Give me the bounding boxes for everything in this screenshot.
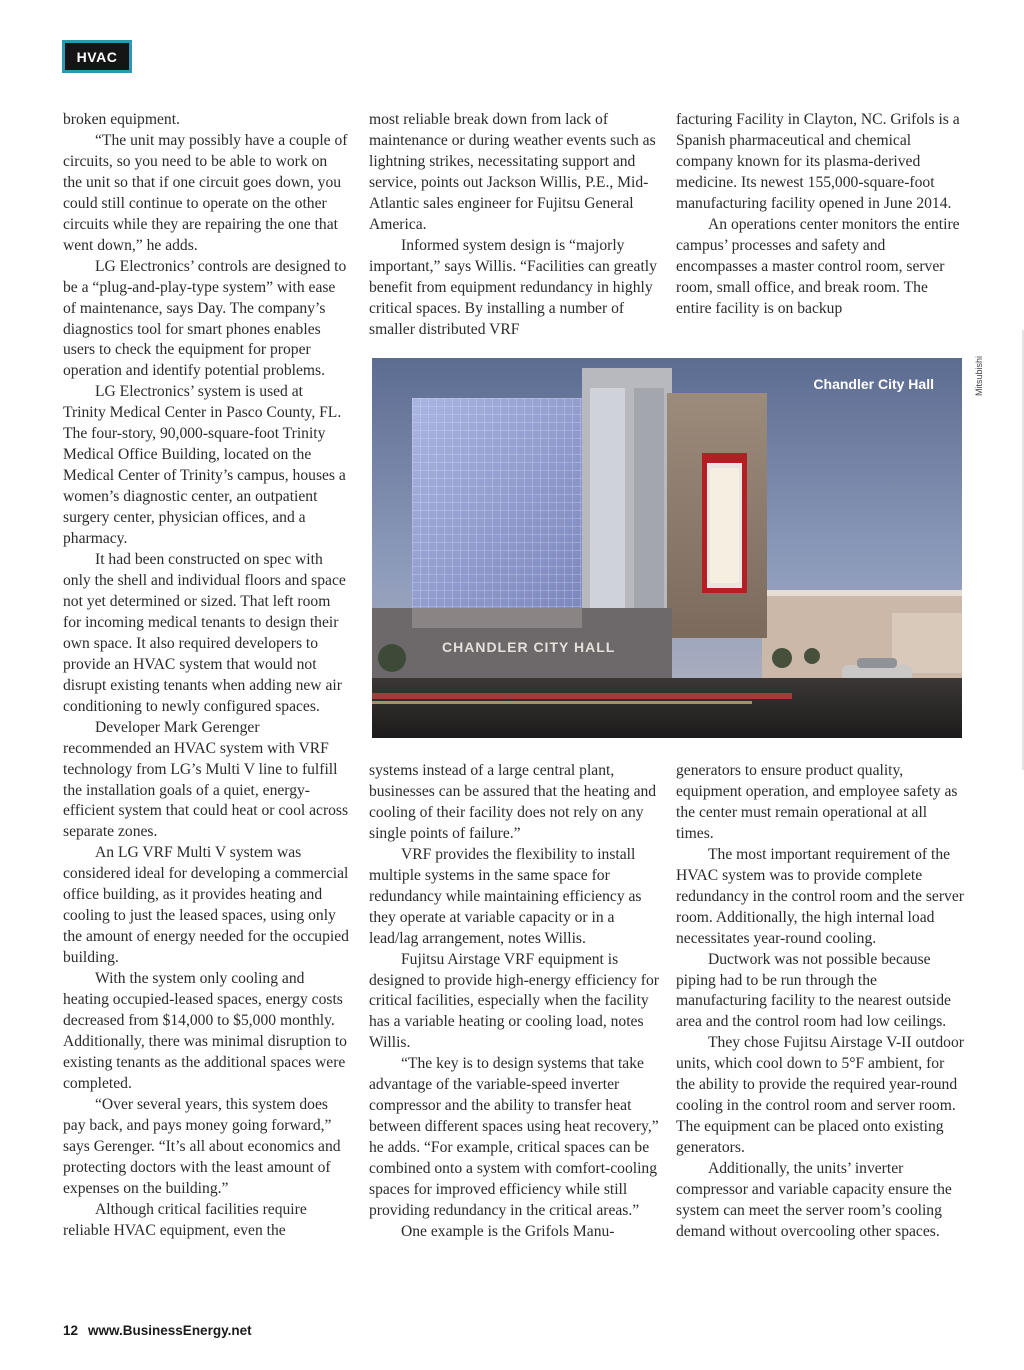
- article-column-2-bottom: [369, 761, 659, 1243]
- paragraph: generators to ensure product quality, equipment operation, and employee safety as the center must remain operational at all times.: [676, 762, 958, 842]
- paragraph: It had been constructed on spec with only the shell and individual floors and space not yet determined or sized. That left room for incoming medical tenants to design their own space. It also required developers to provide an HVAC system that would not disrupt existing tenants when adding new air conditioning to newly configured spaces.: [63, 551, 346, 715]
- paragraph: “The key is to design systems that take advantage of the variable-speed inverter compressor and the ability to transfer heat between different spaces using heat recovery,” he adds. “For example, critical spaces can be combined onto a system with comfort-cooling spaces for improved efficiency while still providing redundancy in the critical areas.”: [369, 1055, 659, 1220]
- paragraph: The most important requirement of the HVAC system was to provide complete redundancy in the control room and the server room. Additionally, the high internal load necessitates year-round cooling.: [676, 845, 964, 947]
- photo-credit: Mitsubishi: [974, 355, 984, 396]
- paragraph: With the system only cooling and heating occupied-leased spaces, energy costs decreased from $14,000 to $5,000 monthly. Additionally, there was minimal disruption to existing tenants as the additional spaces were completed.: [63, 970, 347, 1092]
- paragraph: VRF provides the flexibility to install multiple systems in the same space for redundancy while maintaining efficiency as they operate at variable capacity or in a lead/lag arrangement, notes Willis.: [369, 845, 642, 947]
- city-hall-sign: CHANDLER CITY HALL: [442, 639, 616, 655]
- paragraph: Developer Mark Gerenger recommended an HVAC system with VRF technology from LG’s Multi V line to fulfill the installation goals of a quiet, energy-efficient system that could heat or cool across separate zones.: [63, 718, 349, 841]
- page-number: 12: [63, 1323, 79, 1338]
- paragraph: LG Electronics’ controls are designed to be a “plug-and-play-type system” with ease of maintenance, says Day. The company’s diagnostics tool for smart phones enables users to check the equipment for proper operation and identify potential problems.: [63, 257, 347, 380]
- paragraph: LG Electronics’ system is used at Trinity Medical Center in Pasco County, FL. The four-story, 90,000-square-foot Trinity Medical Office Building, located on the Medical Center of Trinity’s campus, houses a women’s diagnostic center, an outpatient surgery center, physician offices, and a pharmacy.: [63, 383, 346, 548]
- paragraph: facturing Facility in Clayton, NC. Grifols is a Spanish pharmaceutical and chemical company known for its plasma-derived medicine. Its newest 155,000-square-foot manufacturing facility opened in June 2014.: [676, 111, 960, 212]
- paragraph: Although critical facilities require reliable HVAC equipment, even the: [63, 1200, 307, 1239]
- section-tag: HVAC: [62, 40, 132, 73]
- road: [372, 678, 962, 738]
- article-column-3-bottom: [676, 761, 966, 1243]
- paragraph: Ductwork was not possible because piping had to be run through the manufacturing facility to the nearest outside area and the control room had low ceilings.: [676, 950, 951, 1031]
- building-photo: [372, 358, 962, 738]
- website-link[interactable]: www.BusinessEnergy.net: [88, 1323, 252, 1338]
- page-footer: [63, 1323, 252, 1338]
- paragraph: broken equipment.: [63, 111, 180, 128]
- paragraph: “The unit may possibly have a couple of circuits, so you need to be able to work on the unit so that if one circuit goes down, you could still continue to operate on the other circuits while they are repairing the one that went down,” he adds.: [63, 131, 348, 254]
- photo-illustration: [372, 358, 962, 738]
- paragraph: systems instead of a large central plant, businesses can be assured that the heating and cooling of their facility does not rely on any single points of failure.”: [369, 762, 657, 842]
- paragraph: Fujitsu Airstage VRF equipment is designed to provide high-energy efficiency for critical facilities, especially when the facility has a variable heating or cooling load, notes Willis.: [369, 950, 659, 1052]
- article-column-3-top: [676, 110, 966, 320]
- article-column-1: [63, 110, 349, 1241]
- article-column-2-top: [369, 110, 659, 340]
- paragraph: An operations center monitors the entire campus’ processes and safety and encompasses a master control room, server room, small office, and break room. The entire facility is on backup: [676, 215, 960, 317]
- paragraph: “Over several years, this system does pay back, and pays money going forward,” says Gerenger. “It’s all about economics and protecting doctors with the least amount of expenses on the building.”: [63, 1095, 341, 1197]
- paragraph: An LG VRF Multi V system was considered ideal for developing a commercial office building, as it provides heating and cooling to just the leased spaces, using only the amount of energy needed for the occupied building.: [63, 844, 349, 967]
- photo-caption: Chandler City Hall: [813, 376, 934, 392]
- paragraph: most reliable break down from lack of maintenance or during weather events such as lightning strikes, necessitating support and service, points out Jackson Willis, P.E., Mid-Atlantic sales engineer for Fujitsu General America.: [369, 111, 656, 233]
- paragraph: Informed system design is “majorly important,” says Willis. “Facilities can greatly benefit from equipment redundancy in highly critical spaces. By installing a number of smaller distributed VRF: [369, 236, 657, 338]
- paragraph: One example is the Grifols Manu-: [401, 1222, 615, 1240]
- paragraph: They chose Fujitsu Airstage V-II outdoor units, which cool down to 5°F ambient, for the ability to provide the required year-round cooling in the control room and server room. The equipment can be placed onto existing generators.: [676, 1034, 964, 1157]
- paragraph: Additionally, the units’ inverter compressor and variable capacity ensure the system can meet the server room’s cooling demand without overcooling other spaces.: [676, 1160, 952, 1240]
